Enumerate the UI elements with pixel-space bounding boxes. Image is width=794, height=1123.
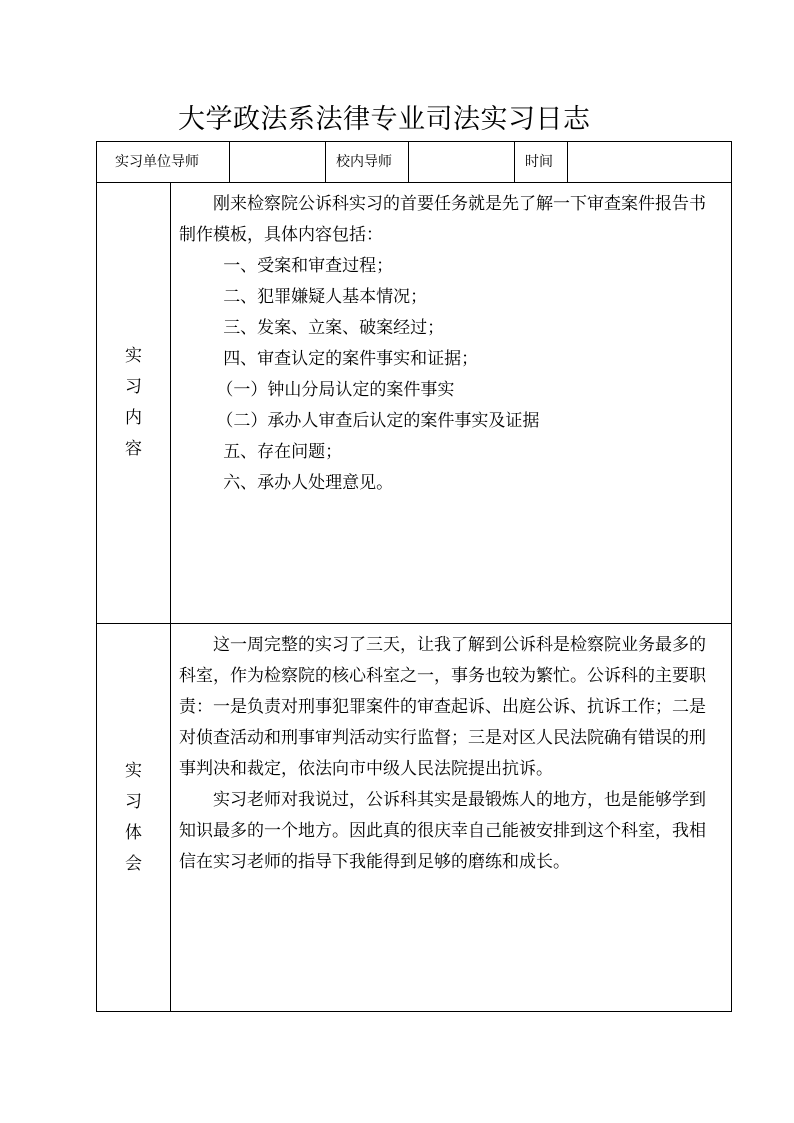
page-title: 大学政法系法律专业司法实习日志 (178, 104, 591, 135)
reflection-section-body[interactable] (171, 624, 732, 1012)
label-char: 体 (125, 822, 142, 843)
label-char: 容 (125, 439, 142, 459)
label-char: 习 (125, 377, 142, 397)
content-row (97, 183, 732, 624)
unit-mentor-label: 实习单位导师 (97, 142, 230, 183)
header-row (97, 142, 732, 183)
content-section-body[interactable] (171, 183, 732, 624)
reflection-paragraph: 这一周完整的实习了三天，让我了解到公诉科是检察院业务最多的科室，作为检察院的核心科室之一，事务也较为繁忙。公诉科的主要职责：一是负责对刑事犯罪案件的审查起诉、出庭公诉、抗诉工作；二是对侦查活动和刑事审判活动实行监督；三是对区人民法院确有错误的刑事判决和裁定，依法向市中级人民法院提出抗诉。 (179, 635, 706, 779)
content-item: 三、发案、立案、破案经过； (223, 318, 445, 338)
content-subitem: （二）承办人审查后认定的案件事实及证据 (216, 411, 540, 431)
time-label: 时间 (515, 142, 568, 183)
label-char: 习 (125, 791, 142, 812)
content-subitem: （一）钟山分局认定的案件事实 (216, 380, 455, 400)
internship-log-table (96, 141, 732, 1012)
content-item: 四、审查认定的案件事实和证据； (223, 349, 479, 369)
content-item: 五、存在问题； (223, 442, 343, 462)
school-mentor-field[interactable] (409, 142, 515, 183)
content-item: 六、承办人处理意见。 (223, 473, 394, 493)
label-char: 实 (125, 346, 142, 366)
time-field[interactable] (568, 142, 732, 183)
content-item: 一、受案和审查过程； (223, 256, 394, 276)
content-section-label (97, 183, 171, 624)
content-item: 二、犯罪嫌疑人基本情况； (223, 287, 428, 307)
content-intro: 刚来检察院公诉科实习的首要任务就是先了解一下审查案件报告书制作模板，具体内容包括： (179, 194, 706, 245)
reflection-section-label (97, 624, 171, 1012)
unit-mentor-field[interactable] (230, 142, 326, 183)
reflection-row (97, 624, 732, 1012)
label-char: 实 (125, 760, 142, 781)
label-char: 内 (125, 408, 142, 428)
reflection-paragraph: 实习老师对我说过，公诉科其实是最锻炼人的地方，也是能够学到知识最多的一个地方。因此真的很庆幸自己能被安排到这个科室，我相信在实习老师的指导下我能得到足够的磨练和成长。 (179, 790, 706, 872)
label-char: 会 (125, 853, 142, 874)
school-mentor-label: 校内导师 (326, 142, 409, 183)
